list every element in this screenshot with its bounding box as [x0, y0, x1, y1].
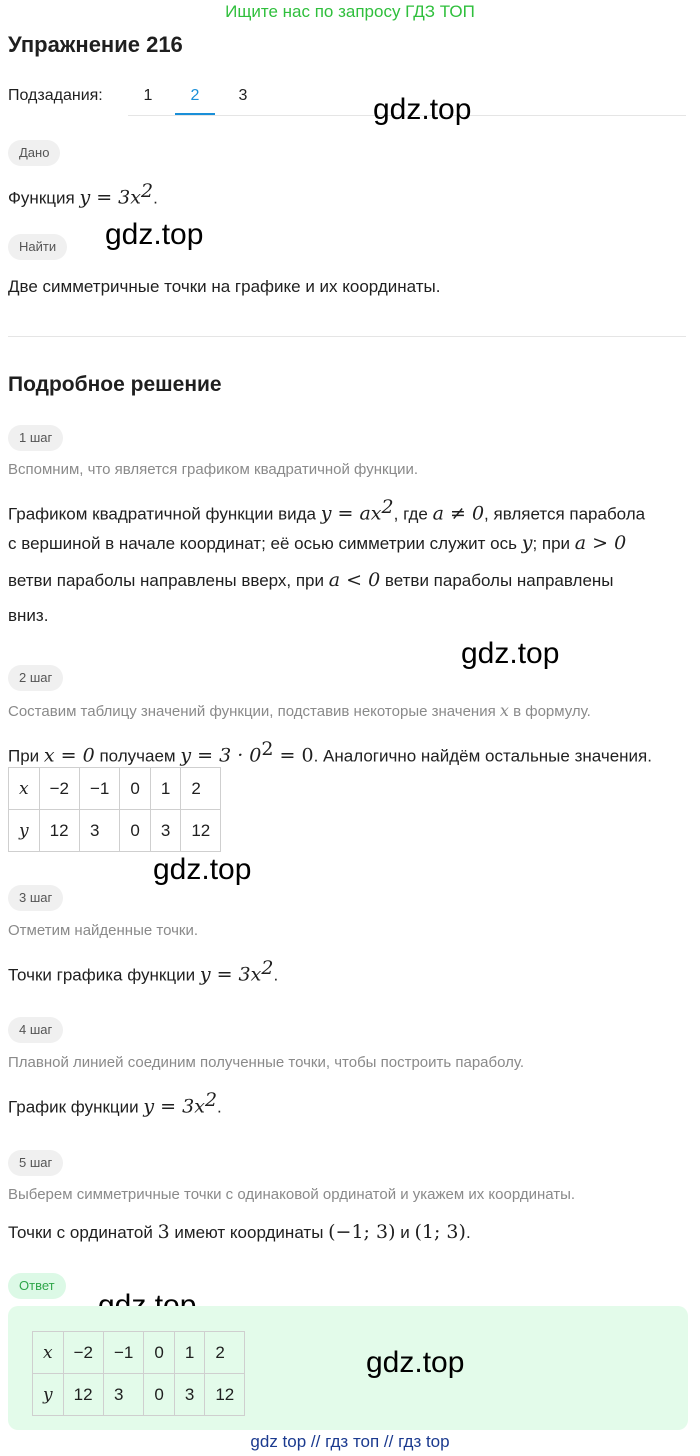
- step-4-hint: Плавной линией соединим полученные точки, чтобы построить параболу.: [8, 1054, 525, 1071]
- step-1-line-3: [8, 569, 614, 592]
- table-cell: −1: [80, 768, 120, 810]
- step-4-text: График функции: [8, 1097, 139, 1117]
- solution-title: Подробное решение: [8, 373, 222, 396]
- table-cell: 0: [120, 810, 150, 852]
- step-2-hint-text: в формулу.: [513, 703, 591, 720]
- step-1-axis: y: [521, 532, 533, 554]
- table-header-x: x: [9, 768, 40, 810]
- step-5-text: и: [400, 1223, 410, 1242]
- table-row: [33, 1332, 245, 1374]
- given-formula: y = 3x: [79, 186, 141, 209]
- watermark: gdz.top: [105, 218, 204, 251]
- step-1-formula: y = ax: [320, 502, 382, 525]
- watermark: gdz.top: [366, 1346, 465, 1379]
- table-row: [9, 768, 221, 810]
- table-cell: 3: [104, 1374, 144, 1416]
- step-2-formula: x = 0: [43, 744, 95, 767]
- step-5-chip: 5 шаг: [8, 1150, 63, 1176]
- step-4-formula: y = 3x: [143, 1095, 205, 1118]
- table-cell: 2: [181, 768, 221, 810]
- table-header-y: y: [33, 1374, 64, 1416]
- step-5-point: (1; 3): [414, 1221, 466, 1243]
- step-1-condition: a < 0: [328, 569, 381, 591]
- table-header-y: y: [9, 810, 40, 852]
- step-3-chip: 3 шаг: [8, 885, 63, 911]
- step-1-condition: a ≠ 0: [432, 502, 485, 525]
- footer-links[interactable]: gdz top // гдз топ // гдз top: [250, 1432, 450, 1451]
- step-4-chip: 4 шаг: [8, 1017, 63, 1043]
- step-2-hint: [8, 701, 591, 720]
- step-2-chip: 2 шаг: [8, 665, 63, 691]
- active-tab-indicator: [175, 113, 215, 115]
- table-cell: 12: [205, 1374, 245, 1416]
- step-1-text: Графиком квадратичной функции вида: [8, 504, 317, 524]
- given-chip: Дано: [8, 140, 60, 166]
- step-1-chip: 1 шаг: [8, 425, 63, 451]
- step-5-point: (−1; 3): [328, 1221, 396, 1243]
- step-5-line: [8, 1221, 471, 1244]
- table-cell: −2: [39, 768, 79, 810]
- table-header-x: x: [33, 1332, 64, 1374]
- subtask-tab-1[interactable]: 1: [143, 87, 153, 104]
- table-row: [9, 810, 221, 852]
- step-5-hint: Выберем симметричные точки с одинаковой ординатой и укажем их координаты.: [8, 1186, 576, 1203]
- step-5-text: имеют координаты: [174, 1223, 324, 1242]
- section-divider: [8, 336, 686, 337]
- watermark: gdz.top: [461, 637, 560, 670]
- step-1-exponent: 2: [381, 496, 394, 518]
- step-2-exponent: 2: [261, 738, 274, 760]
- values-table: [8, 767, 221, 852]
- step-1-text: , является парабола: [484, 504, 646, 524]
- step-1-text: ветви параболы направлены: [384, 571, 614, 590]
- step-5-text: Точки с ординатой: [8, 1223, 153, 1242]
- step-1-line-1: [8, 496, 645, 526]
- answer-chip: Ответ: [8, 1273, 66, 1299]
- step-2-text: . Аналогично найдём остальные значения.: [313, 746, 652, 766]
- table-cell: 0: [144, 1332, 174, 1374]
- step-2-formula: y = 3 · 0: [180, 744, 262, 767]
- step-1-line-4: вниз.: [8, 606, 49, 625]
- step-2-text: При: [8, 746, 40, 766]
- watermark: gdz.top: [373, 93, 472, 126]
- subtask-tab-2[interactable]: 2: [190, 87, 200, 104]
- step-3-exponent: 2: [261, 957, 274, 979]
- table-cell: 0: [144, 1374, 174, 1416]
- step-3-hint: Отметим найденные точки.: [8, 922, 199, 939]
- table-row: [33, 1374, 245, 1416]
- find-chip: Найти: [8, 234, 67, 260]
- step-5-dot: .: [465, 1223, 471, 1242]
- step-1-text: с вершиной в начале координат; её осью симметрии служит ось: [8, 534, 517, 553]
- table-cell: 12: [39, 810, 79, 852]
- given-text: [8, 180, 158, 210]
- step-1-text: , где: [393, 504, 428, 524]
- step-4-dot: .: [217, 1097, 222, 1117]
- table-cell: 12: [63, 1374, 103, 1416]
- step-5-ordinate: 3: [157, 1221, 170, 1243]
- table-cell: −2: [63, 1332, 103, 1374]
- step-1-line-2: [8, 532, 626, 555]
- step-1-condition: a > 0: [574, 532, 627, 554]
- step-3-dot: .: [273, 965, 279, 985]
- table-cell: 0: [120, 768, 150, 810]
- step-2-formula: = 0: [273, 744, 314, 767]
- step-2-text: получаем: [99, 746, 176, 766]
- step-1-text: ; при: [532, 534, 571, 553]
- answer-table: [32, 1331, 245, 1416]
- table-cell: 2: [205, 1332, 245, 1374]
- step-1-hint: Вспомним, что является графиком квадратичной функции.: [8, 461, 419, 478]
- step-3-line: [8, 957, 278, 987]
- step-1-text: ветви параболы направлены вверх, при: [8, 571, 325, 590]
- table-cell: 12: [181, 810, 221, 852]
- given-prefix: Функция: [8, 188, 75, 208]
- given-dot: .: [153, 188, 158, 208]
- table-cell: 3: [174, 1374, 204, 1416]
- table-cell: 1: [150, 768, 180, 810]
- find-text: Две симметричные точки на графике и их координаты.: [8, 277, 441, 296]
- subtasks-label: Подзадания:: [8, 87, 103, 104]
- table-cell: 1: [174, 1332, 204, 1374]
- step-4-exponent: 2: [204, 1089, 218, 1111]
- table-cell: 3: [80, 810, 120, 852]
- table-cell: 3: [150, 810, 180, 852]
- step-3-text: Точки графика функции: [8, 965, 196, 985]
- page-title: Упражнение 216: [8, 32, 183, 57]
- step-2-line: [8, 738, 652, 768]
- given-exponent: 2: [140, 180, 154, 202]
- table-cell: −1: [104, 1332, 144, 1374]
- step-2-hint-text: Составим таблицу значений функции, подставив некоторые значения: [8, 703, 496, 720]
- search-banner[interactable]: Ищите нас по запросу ГДЗ ТОП: [225, 2, 475, 21]
- step-2-hint-var: x: [499, 701, 509, 720]
- step-3-formula: y = 3x: [199, 963, 262, 986]
- subtask-tab-3[interactable]: 3: [238, 87, 248, 104]
- step-4-line: [8, 1089, 222, 1119]
- watermark: gdz.top: [153, 853, 252, 886]
